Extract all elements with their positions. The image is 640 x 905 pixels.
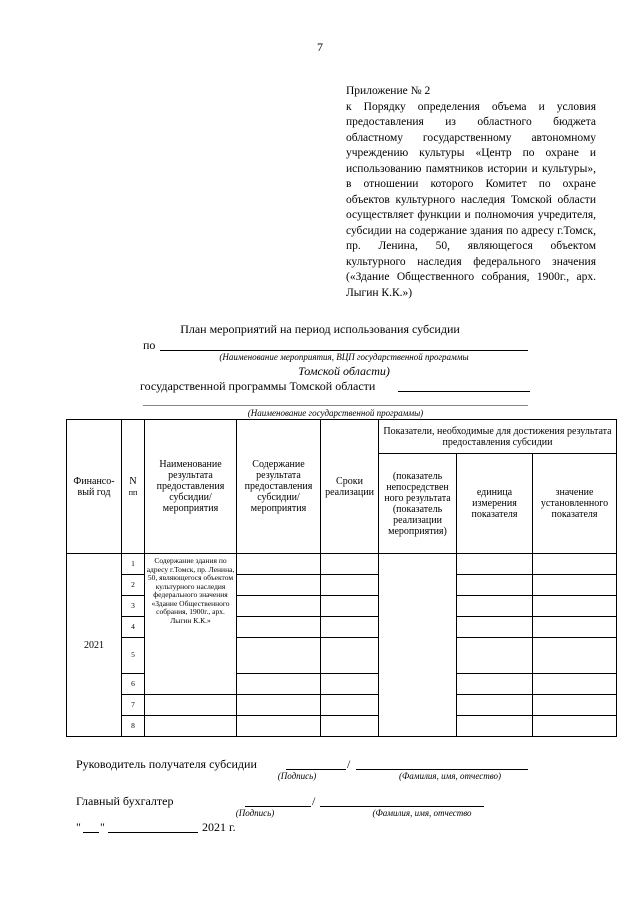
accountant-name-line xyxy=(320,806,484,807)
cell xyxy=(145,695,237,716)
accountant-slash: / xyxy=(312,794,316,808)
header-n-sub: пп xyxy=(128,487,138,497)
cell xyxy=(533,575,617,596)
accountant-name-hint: (Фамилия, имя, отчество xyxy=(372,808,472,818)
row-number: 1 xyxy=(122,554,145,575)
cell xyxy=(321,617,379,638)
cell xyxy=(533,716,617,737)
plan-table xyxy=(66,419,617,737)
date-day-line xyxy=(83,832,99,833)
year-cell: 2021 xyxy=(67,554,122,737)
cell xyxy=(457,575,533,596)
plan-note-1: (Наименование мероприятия, ВЦП государственной программы xyxy=(219,352,469,362)
header-indicators-group: Показатели, необходимые для достижения результата предоставления субсидии xyxy=(379,420,617,454)
page-number: 7 xyxy=(317,40,323,54)
header-n-label: N xyxy=(129,475,137,487)
cell xyxy=(237,596,321,617)
cell xyxy=(237,716,321,737)
cell xyxy=(533,596,617,617)
date-month-line xyxy=(108,832,198,833)
cell xyxy=(533,695,617,716)
head-label: Руководитель получателя субсидии xyxy=(76,757,257,771)
cell xyxy=(457,674,533,695)
header-unit: единица измерения показателя xyxy=(457,454,533,554)
accountant-sign-line xyxy=(245,806,311,807)
cell xyxy=(457,695,533,716)
plan-gov-program-line xyxy=(398,391,530,392)
date-quote-close: " xyxy=(100,820,105,834)
header-fin-year: Финансо-вый год xyxy=(67,420,122,554)
table-row xyxy=(67,554,617,575)
header-value: значение установленного показателя xyxy=(533,454,617,554)
header-result-name: Наименование результата предоставления субсидии/ мероприятия xyxy=(145,420,237,554)
cell xyxy=(533,638,617,674)
plan-gov-program: государственной программы Томской области xyxy=(140,379,376,393)
cell xyxy=(321,596,379,617)
table-row xyxy=(67,716,617,737)
date-year: 2021 г. xyxy=(202,820,236,834)
indicator-cell xyxy=(379,554,457,737)
header-content: Содержание результата предоставления субсидии/ мероприятия xyxy=(237,420,321,554)
cell xyxy=(321,695,379,716)
plan-region: Томской области) xyxy=(298,364,390,378)
head-slash: / xyxy=(347,757,351,771)
plan-title: План мероприятий на период использования субсидии xyxy=(180,322,460,336)
plan-name-line xyxy=(160,350,528,351)
head-name-line xyxy=(356,769,528,770)
cell xyxy=(533,617,617,638)
cell xyxy=(237,554,321,575)
cell xyxy=(533,554,617,575)
cell xyxy=(457,554,533,575)
row-number: 5 xyxy=(122,638,145,674)
accountant-label: Главный бухгалтер xyxy=(76,794,174,808)
row-number: 7 xyxy=(122,695,145,716)
row-number: 3 xyxy=(122,596,145,617)
head-sign-hint: (Подпись) xyxy=(277,771,317,781)
cell xyxy=(321,575,379,596)
header-n xyxy=(122,420,145,554)
cell xyxy=(321,716,379,737)
cell xyxy=(237,575,321,596)
cell xyxy=(457,617,533,638)
cell xyxy=(237,617,321,638)
row-number: 6 xyxy=(122,674,145,695)
header-terms: Сроки реализации xyxy=(321,420,379,554)
head-sign-line xyxy=(286,769,346,770)
cell xyxy=(457,596,533,617)
cell xyxy=(321,554,379,575)
cell xyxy=(145,716,237,737)
cell xyxy=(457,638,533,674)
cell xyxy=(457,716,533,737)
row-number: 2 xyxy=(122,575,145,596)
row-number: 8 xyxy=(122,716,145,737)
cell xyxy=(321,638,379,674)
appendix-text: к Порядку определения объема и условия предоставления из областного бюджета областному государственному автономному учреждению культуры «Центр по охране и использованию памятников истории и культуры», в отношении которого Комитет по охране объектов культурного наследия Томской области осуществляет функции и полномочия учредителя, субсидии на содержание здания по адресу г.Томск, пр. Ленина, 50, являющегося объектом культурного наследия федерального значения («Здание Общественного собрания, 1900г., арх. Лыгин К.К.») xyxy=(346,100,596,299)
cell xyxy=(237,674,321,695)
appendix-title: Приложение № 2 xyxy=(346,85,431,97)
head-name-hint: (Фамилия, имя, отчество) xyxy=(399,771,501,781)
merged-result-cell: Содержание здания по адресу г.Томск, пр. Ленина, 50, являющегося объектом культурного наследия федерального значения «Здание Общественного собрания, 1900г., арх. Лыгин К.К.» xyxy=(145,554,237,695)
plan-program-line xyxy=(143,405,528,406)
header-indicator-direct: (показатель непосредствен ного результата (показатель реализации мероприятия) xyxy=(379,454,457,554)
table-row xyxy=(67,695,617,716)
cell xyxy=(533,674,617,695)
cell xyxy=(237,695,321,716)
date-quote-open: " xyxy=(76,820,81,834)
plan-po-label: по xyxy=(143,338,156,352)
accountant-sign-hint: (Подпись) xyxy=(235,808,275,818)
row-number: 4 xyxy=(122,617,145,638)
cell xyxy=(237,638,321,674)
plan-note-2: (Наименование государственной программы) xyxy=(247,408,424,418)
cell xyxy=(321,674,379,695)
appendix-block xyxy=(346,84,596,301)
